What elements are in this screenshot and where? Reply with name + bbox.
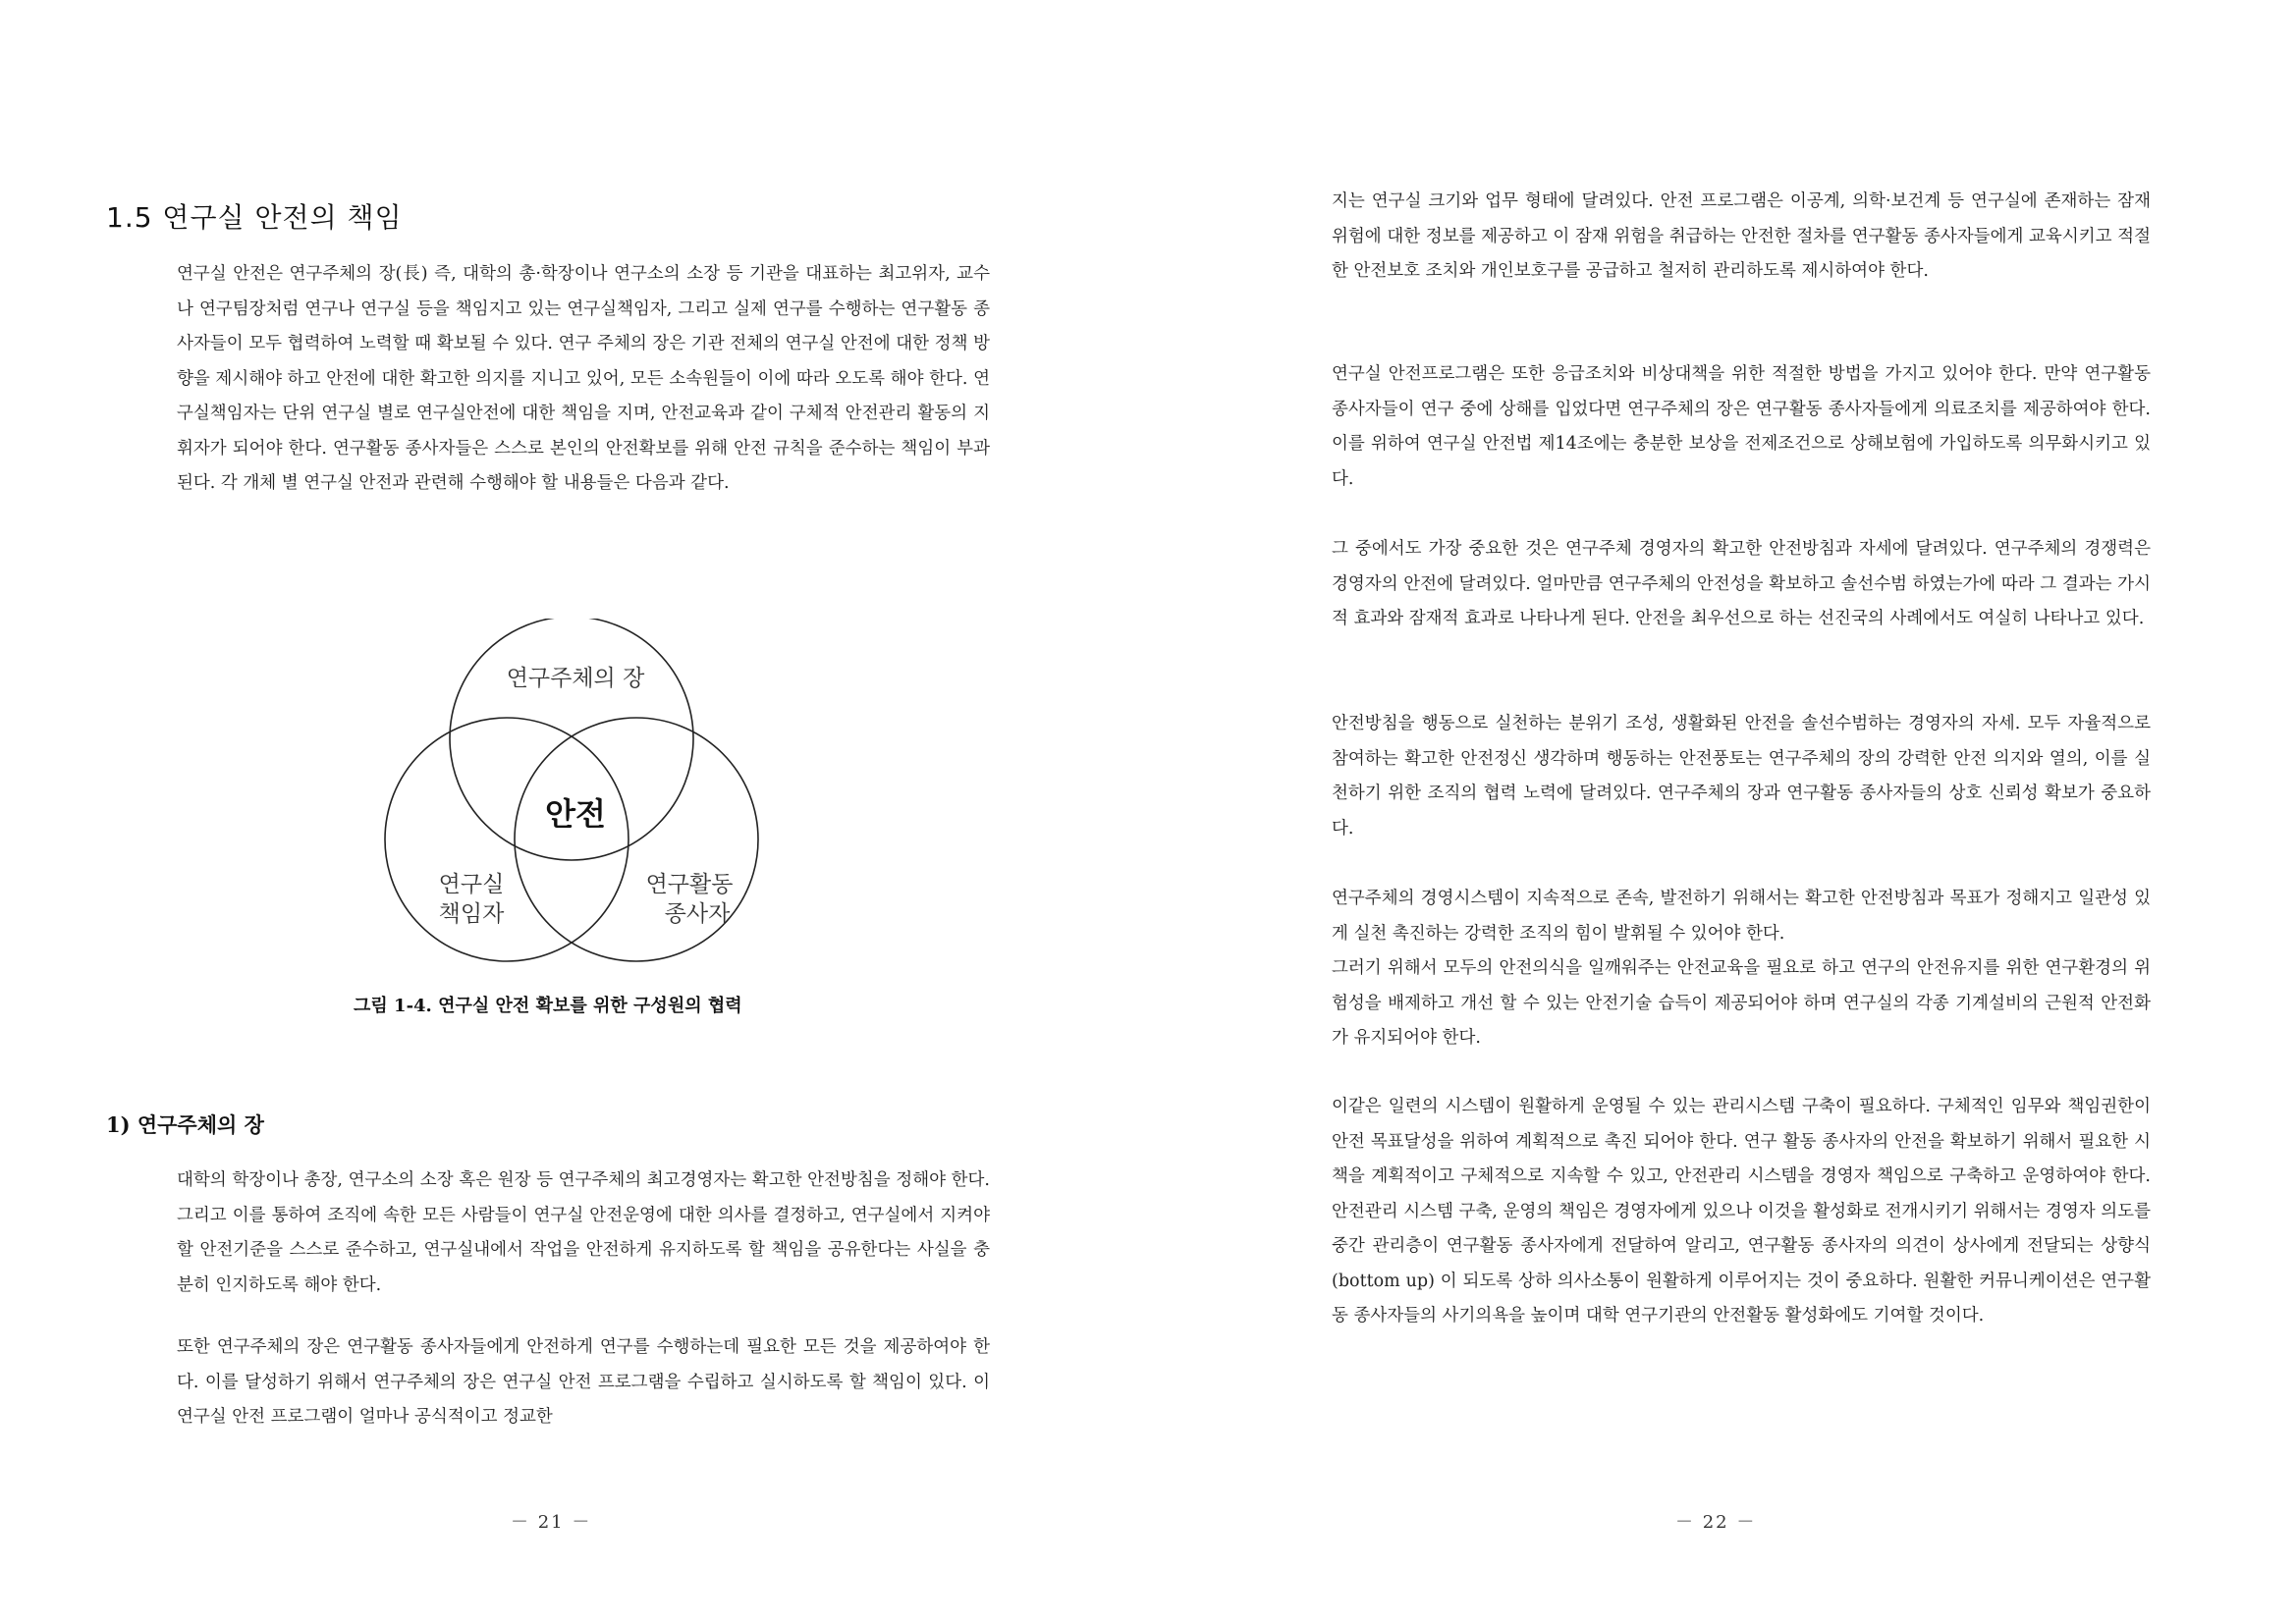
venn-center-label: 안전 — [545, 795, 606, 833]
venn-label-left-2: 책임자 — [438, 901, 505, 927]
figure-caption: 그림 1-4. 연구실 안전 확보를 위한 구성원의 협력 — [354, 996, 742, 1016]
venn-label-right-2: 종사자 — [664, 901, 731, 927]
venn-circle-left — [385, 718, 629, 961]
right-paragraph-4: 안전방침을 행동으로 실천하는 분위기 조성, 생활화된 안전을 솔선수범하는 경영자의 자세. 모두 자율적으로 참여하는 확고한 안전정신 생각하며 행동하는 안전풍토는 연구주체의 장의 강력한 안전 의지와 열의, 이를 실천하기 위한 조직의 협력 노력에 달려있다. 연구주체의 장과 연구활동 종사자들의 상호 신뢰성 확보가 중요하다. — [1332, 714, 2151, 839]
sub-paragraph-2: 또한 연구주체의 장은 연구활동 종사자들에게 안전하게 연구를 수행하는데 필요한 모든 것을 제공하여야 한다. 이를 달성하기 위해서 연구주체의 장은 연구실 안전 프로그램을 수립하고 실시하도록 할 책임이 있다. 이 연구실 안전 프로그램이 얼마나 공식적이고 정교한 — [177, 1337, 990, 1427]
venn-label-left-1: 연구실 — [438, 872, 505, 897]
right-page — [1148, 0, 2296, 1624]
right-paragraph-3: 그 중에서도 가장 중요한 것은 연구주체 경영자의 확고한 안전방침과 자세에 달려있다. 연구주체의 경쟁력은 경영자의 안전에 달려있다. 얼마만큼 연구주체의 안전성을 확보하고 솔선수범 하였는가에 따라 그 결과는 가시적 효과와 잠재적 효과로 나타나게 된다. 안전을 최우선으로 하는 선진국의 사례에서도 여실히 나타나고 있다. — [1332, 539, 2151, 628]
venn-label-right-1: 연구활동 — [645, 872, 734, 897]
venn-label-top: 연구주체의 장 — [506, 666, 645, 691]
section-title: 1.5 연구실 안전의 책임 — [106, 201, 403, 234]
right-paragraph-2: 연구실 안전프로그램은 또한 응급조치와 비상대책을 위한 적절한 방법을 가지고 있어야 한다. 만약 연구활동 종사자들이 연구 중에 상해를 입었다면 연구주체의 장은 연구활동 종사자들에게 의료조치를 제공하여야 한다. 이를 위하여 연구실 안전법 제14조에는 충분한 보상을 전제조건으로 상해보험에 가입하도록 의무화시키고 있다. — [1332, 364, 2151, 489]
right-paragraph-1: 지는 연구실 크기와 업무 형태에 달려있다. 안전 프로그램은 이공계, 의학·보건계 등 연구실에 존재하는 잠재 위험에 대한 정보를 제공하고 이 잠재 위험을 취급하는 안전한 절차를 연구활동 종사자들에게 교육시키고 적절한 안전보호 조치와 개인보호구를 공급하고 철저히 관리하도록 제시하여야 한다. — [1332, 191, 2151, 281]
page-number: － 21 － — [511, 1512, 592, 1533]
intro-paragraph: 연구실 안전은 연구주체의 장(長) 즉, 대학의 총·학장이나 연구소의 소장 등 기관을 대표하는 최고위자, 교수나 연구팀장처럼 연구나 연구실 등을 책임지고 있는 연구실책임자, 그리고 실제 연구를 수행하는 연구활동 종사자들이 모두 협력하여 노력할 때 확보될 수 있다. 연구 주체의 장은 기관 전체의 연구실 안전에 대한 정책 방향을 제시해야 하고 안전에 대한 확고한 의지를 지니고 있어, 모든 소속원들이 이에 따라 오도록 해야 한다. 연구실책임자는 단위 연구실 별로 연구실안전에 대한 책임을 지며, 안전교육과 같이 구체적 안전관리 활동의 지휘자가 되어야 한다. 연구활동 종사자들은 스스로 본인의 안전확보를 위해 안전 규칙을 준수하는 책임이 부과 된다. 각 개체 별 연구실 안전과 관련해 수행해야 할 내용들은 다음과 같다. — [177, 264, 990, 493]
right-paragraph-6: 이같은 일련의 시스템이 원활하게 운영될 수 있는 관리시스템 구축이 필요하다. 구체적인 임무와 책임권한이 안전 목표달성을 위하여 계획적으로 촉진 되어야 한다. 연구 활동 종사자의 안전을 확보하기 위해서 필요한 시책을 계획적이고 구체적으로 지속할 수 있고, 안전관리 시스템을 경영자 책임으로 구축하고 운영하여야 한다. 안전관리 시스템 구축, 운영의 책임은 경영자에게 있으나 이것을 활성화로 전개시키기 위해서는 경영자 의도를 중간 관리층이 연구활동 종사자에게 전달하여 알리고, 연구활동 종사자의 의견이 상사에게 전달되는 상향식(bottom up) 이 되도록 상하 의사소통이 원활하게 이루어지는 것이 중요하다. 원활한 커뮤니케이션은 연구활동 종사자들의 사기의욕을 높이며 대학 연구기관의 안전활동 활성화에도 기여할 것이다. — [1332, 1097, 2151, 1326]
venn-diagram — [373, 619, 786, 982]
right-paragraph-5a: 연구주체의 경영시스템이 지속적으로 존속, 발전하기 위해서는 확고한 안전방침과 목표가 정해지고 일관성 있게 실천 촉진하는 강력한 조직의 힘이 발휘될 수 있어야 한다. — [1332, 889, 2151, 944]
page-number: － 22 － — [1675, 1512, 1757, 1533]
right-paragraph-5b: 그러기 위해서 모두의 안전의식을 일깨워주는 안전교육을 필요로 하고 연구의 안전유지를 위한 연구환경의 위험성을 배제하고 개선 할 수 있는 안전기술 습득이 제공되어야 하며 연구실의 각종 기계설비의 근원적 안전화가 유지되어야 한다. — [1332, 958, 2151, 1048]
subsection-title: 1) 연구주체의 장 — [106, 1112, 264, 1137]
sub-paragraph-1: 대학의 학장이나 총장, 연구소의 소장 혹은 원장 등 연구주체의 최고경영자는 확고한 안전방침을 정해야 한다. 그리고 이를 통하여 조직에 속한 모든 사람들이 연구실 안전운영에 대한 의사를 결정하고, 연구실에서 지켜야 할 안전기준을 스스로 준수하고, 연구실내에서 작업을 안전하게 유지하도록 할 책임을 공유한다는 사실을 충분히 인지하도록 해야 한다. — [177, 1170, 990, 1295]
